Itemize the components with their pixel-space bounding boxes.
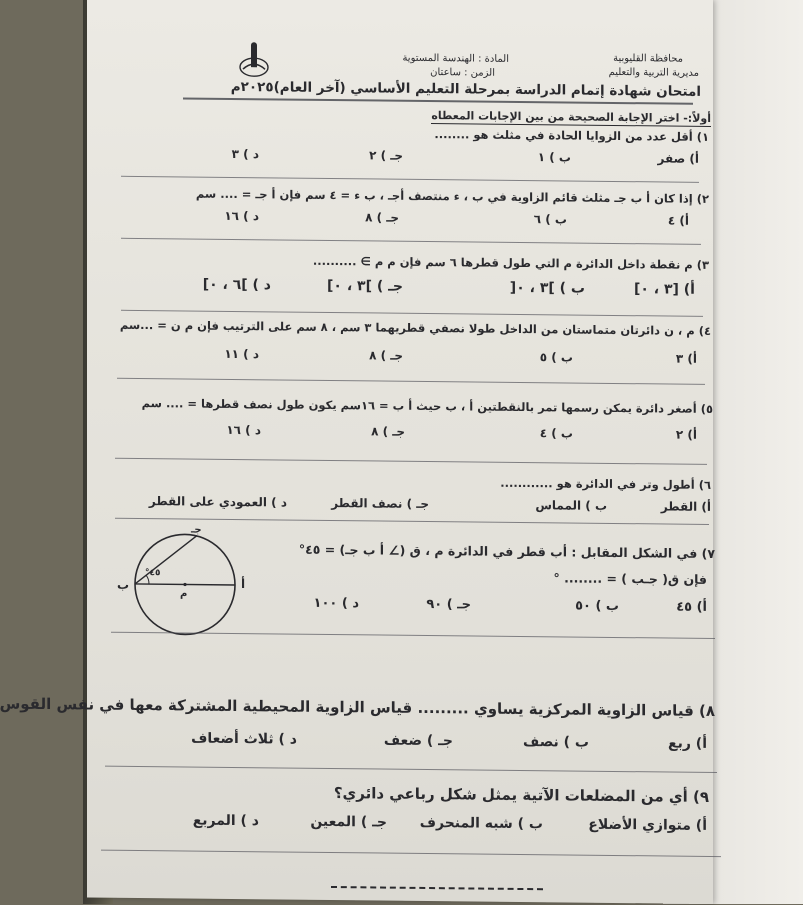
q4-option-c[interactable]: جـ ) ٨ [369,348,403,363]
question-6-text: ٦) أطول وتر في الدائرة هو ............ [500,475,711,492]
question-2-text: ٢) إذا كان أ ب جـ مثلث قائم الزاوية في ب ، ء منتصف أجـ ، ب ء = ٤ سم فإن أ جـ = .... سم [195,186,709,206]
figure-label-b: ب [117,577,130,592]
question-5-text: ٥) أصغر دائرة يمكن رسمها تمر بالنقطتين أ ، ب حيث أ ب = ١٦سم يكون طول نصف قطرها = .... سم [141,396,713,416]
q7-option-c[interactable]: جـ ) ٩٠ [426,596,471,613]
section-title: أولاً:- اختر الإجابة الصحيحة من بين الإجابات المعطاه [431,109,711,125]
header-time: الزمن : ساعتان [430,67,495,79]
q9-option-d[interactable]: د ) المربع [192,812,259,830]
q8-option-a[interactable]: أ) ربع [668,735,707,752]
figure-label-m: م [180,588,188,600]
exam-title: امتحان شهادة إتمام الدراسة بمرحلة التعليم الأساسي (آخر العام)٢٠٢٥م [230,78,701,100]
q3-option-b[interactable]: ب ) ]٣ ، ٠[ [509,279,585,297]
q6-option-d[interactable]: د ) العمودي على القطر [148,494,287,510]
q1-option-d[interactable]: د ) ٣ [231,146,259,162]
q9-option-a[interactable]: أ) متوازي الأضلاع [588,816,707,834]
question-3-text: ٣) م نقطة داخل الدائرة م التي طول قطرها ٦ سم فإن م م ∋ .......... [312,253,709,272]
q2-option-a[interactable]: أ) ٤ [667,213,689,228]
q9-option-b[interactable]: ب ) شبه المنحرف [419,814,543,833]
ministry-logo-icon [237,39,271,79]
q5-option-c[interactable]: جـ ) ٨ [371,424,405,439]
q2-option-b[interactable]: ب ) ٦ [533,212,567,227]
question-8-text: ٨) قياس الزاوية المركزية يساوي ......... قياس الزاوية المحيطية المشتركة معها في نفس القوس [0,694,715,721]
figure-label-c: جـ [191,524,202,536]
q4-option-a[interactable]: أ) ٣ [675,351,697,366]
q1-option-a[interactable]: أ) صفر [657,151,699,166]
q5-option-b[interactable]: ب ) ٤ [539,426,573,441]
q7-option-a[interactable]: أ) ٤٥ [676,599,707,615]
q8-option-b[interactable]: ب ) نصف [523,734,589,751]
divider-9 [101,850,721,857]
q5-option-d[interactable]: د ) ١٦ [226,422,261,438]
q3-option-d[interactable]: د ) ]٦ ، ٠] [202,276,271,294]
figure-label-a: أ [241,577,246,592]
divider-4 [117,378,705,385]
q6-option-b[interactable]: ب ) المماس [535,498,607,513]
q7-option-b[interactable]: ب ) ٥٠ [575,598,619,615]
header-governorate: محافظة القليوبية [613,52,683,65]
divider-8 [105,766,717,773]
divider-3 [121,310,703,317]
center-point [183,583,186,586]
question-1-text: ١) أقل عدد من الزوايا الحادة في مثلث هو ........ [434,127,709,144]
q1-option-c[interactable]: جـ ) ٢ [369,148,403,163]
q6-option-c[interactable]: جـ ) نصف القطر [331,496,429,512]
divider-1 [121,176,699,183]
q5-option-a[interactable]: أ) ٢ [675,427,697,442]
q3-option-a[interactable]: أ) [٣ ، ٠] [633,281,695,298]
q4-option-d[interactable]: د ) ١١ [224,346,259,362]
q7-option-d[interactable]: د ) ١٠٠ [313,595,359,612]
q1-option-b[interactable]: ب ) ١ [537,150,571,165]
question-7-subtext: فإن ق( جـب ) = ........ ° [553,570,707,587]
q3-option-c[interactable]: جـ ) ]٣ ، ٠] [327,277,403,295]
q6-option-a[interactable]: أ) القطر [660,499,711,514]
figure-angle-label: ٤٥° [145,568,161,579]
divider-2 [121,238,701,245]
q2-option-d[interactable]: د ) ١٦ [224,208,259,224]
q4-option-b[interactable]: ب ) ٥ [539,350,573,365]
q9-option-c[interactable]: جـ ) المعين [310,813,387,831]
header-subject: المادة : الهندسة المستوية [402,52,509,65]
question-4-text: ٤) م ، ن دائرتان متماستان من الداخل طولا نصفي قطريهما ٣ سم ، ٨ سم على الترتيب فإن م ن = ...سم [119,317,711,338]
question-7-text: ٧) في الشكل المقابل : أب قطر في الدائرة م ، ق (∠ أ ب جـ) = ٤٥° [298,541,715,562]
divider-5 [115,458,707,465]
q8-option-c[interactable]: جـ ) ضعف [383,732,453,750]
q8-option-d[interactable]: د ) ثلاث أضعاف [191,730,297,748]
end-dashed-line [331,886,543,890]
q2-option-c[interactable]: جـ ) ٨ [365,210,399,225]
question-9-text: ٩) أي من المضلعات الآتية يمثل شكل رباعي دائري؟ [333,784,709,806]
header-directorate: مديرية التربية والتعليم [608,66,699,79]
